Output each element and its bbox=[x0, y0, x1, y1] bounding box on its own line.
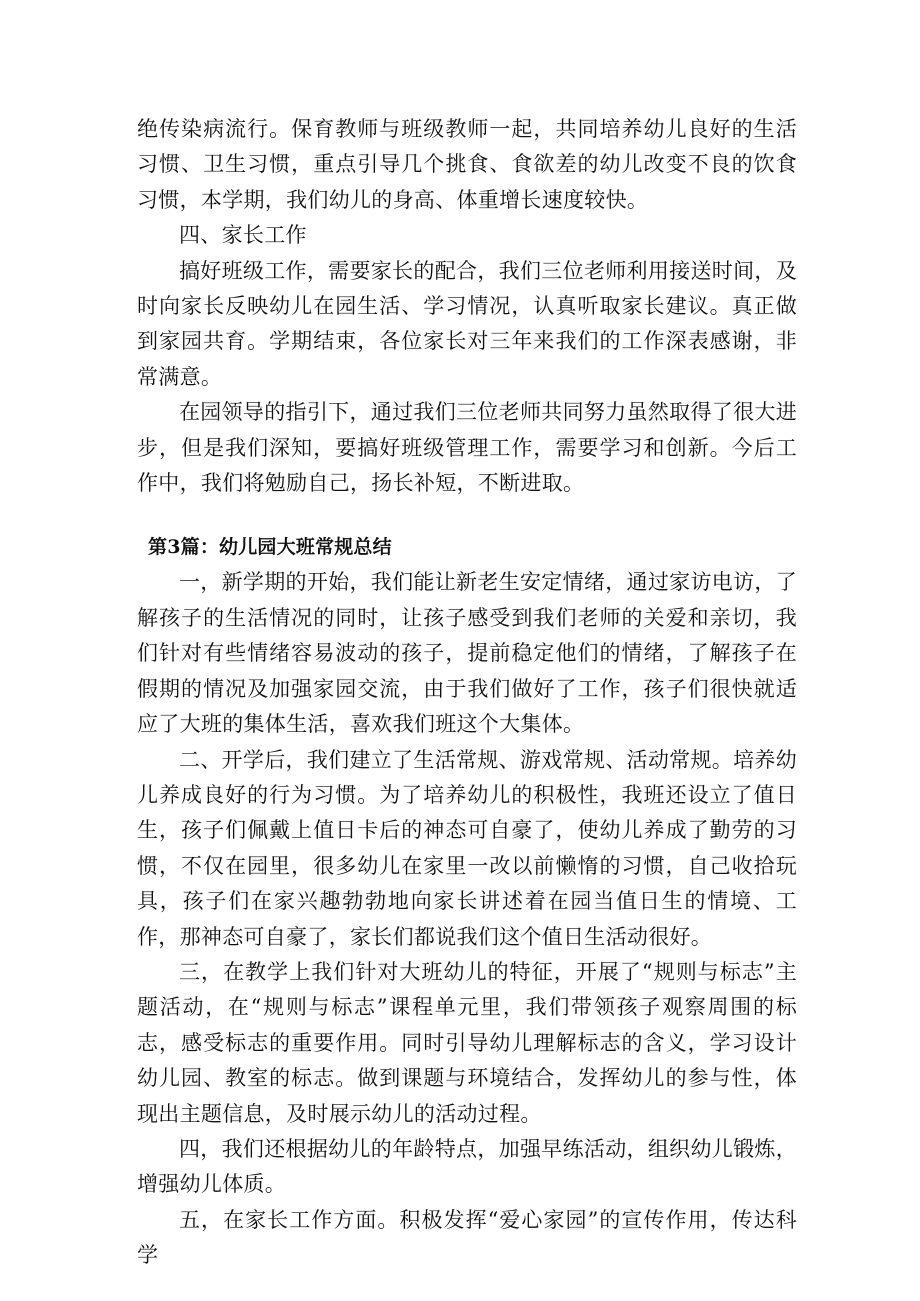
item-three-paragraph: 三，在教学上我们针对大班幼儿的特征，开展了“规则与标志”主题活动，在“规则与标志”课程单元里，我们带领孩子观察周围的标志，感受标志的重要作用。同时引导幼儿理解标志的含义，学习设计幼儿园、教室的标志。做到课题与环境结合，发挥幼儿的参与性，体现出主题信息，及时展示幼儿的活动过程。 bbox=[137, 959, 797, 1126]
item-one-paragraph: 一，新学期的开始，我们能让新老生安定情绪，通过家访电访，了解孩子的生活情况的同时，让孩子感受到我们老师的关爱和亲切，我们针对有些情绪容易波动的孩子，提前稳定他们的情绪，了解孩子在假期的情况及加强家园交流，由于我们做好了工作，孩子们很快就适应了大班的集体生活，喜欢我们班这个大集体。 bbox=[137, 570, 797, 737]
section-four-heading: 四、家长工作 bbox=[179, 223, 307, 248]
item-four-paragraph: 四，我们还根据幼儿的年龄特点，加强早练活动，组织幼儿锻炼，增强幼儿体质。 bbox=[137, 1136, 797, 1197]
parent-work-paragraph: 搞好班级工作，需要家长的配合，我们三位老师利用接送时间，及时向家长反映幼儿在园生活、学习情况，认真听取家长建议。真正做到家园共育。学期结束，各位家长对三年来我们的工作深表感谢，非常满意。 bbox=[137, 258, 797, 389]
continuation-paragraph: 绝传染病流行。保育教师与班级教师一起，共同培养幼儿良好的生活习惯、卫生习惯，重点引导几个挑食、食欲差的幼儿改变不良的饮食习惯，本学期，我们幼儿的身高、体重增长速度较快。 bbox=[137, 117, 797, 212]
item-five-paragraph: 五，在家长工作方面。积极发挥“爱心家园”的宣传作用，传达科学 bbox=[137, 1207, 797, 1268]
article-title: 第3篇：幼儿园大班常规总结 bbox=[148, 536, 392, 559]
item-two-paragraph: 二、开学后，我们建立了生活常规、游戏常规、活动常规。培养幼儿养成良好的行为习惯。为了培养幼儿的积极性，我班还设立了值日生，孩子们佩戴上值日卡后的神态可自豪了，使幼儿养成了勤劳的习惯，不仅在园里，很多幼儿在家里一改以前懒惰的习惯，自己收拾玩具，孩子们在家兴趣勃勃地向家长讲述着在园当值日生的情境、工作，那神态可自豪了，家长们都说我们这个值日生活动很好。 bbox=[137, 747, 797, 949]
document-body bbox=[137, 112, 797, 1274]
conclusion-paragraph: 在园领导的指引下，通过我们三位老师共同努力虽然取得了很大进步，但是我们深知，要搞好班级管理工作，需要学习和创新。今后工作中，我们将勉励自己，扬长补短，不断进取。 bbox=[137, 400, 797, 496]
